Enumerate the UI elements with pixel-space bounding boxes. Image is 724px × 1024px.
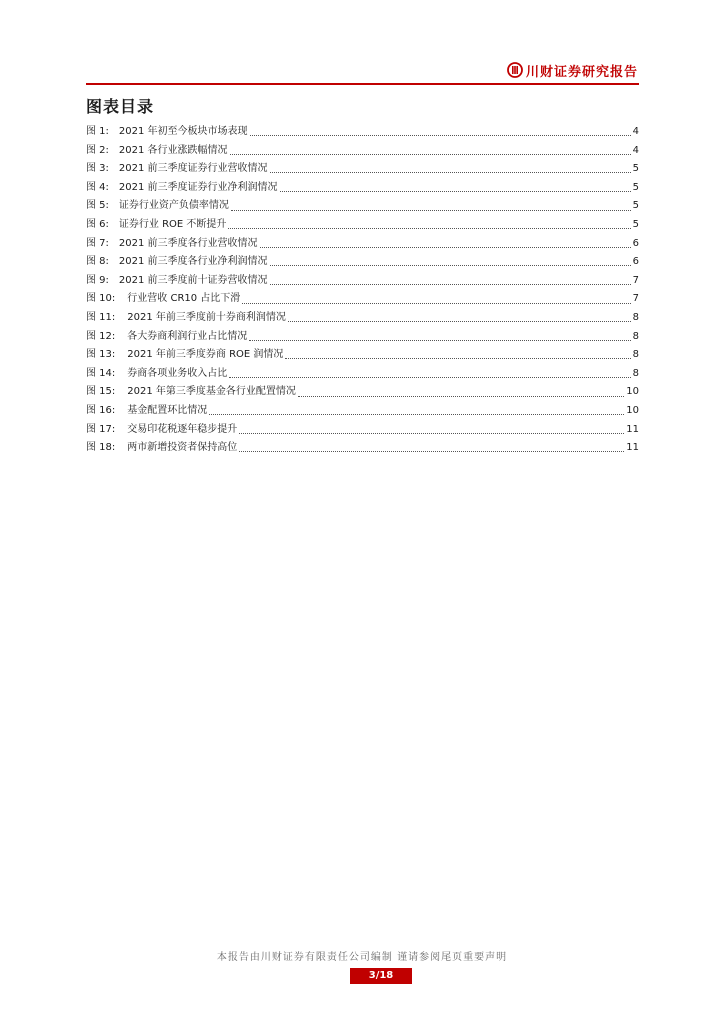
toc-dot-leader	[260, 246, 631, 248]
toc-dot-leader	[250, 134, 631, 136]
toc-entry-label: 图 3:	[86, 163, 109, 175]
toc-entry-page: 8	[632, 367, 639, 379]
toc-entry-label: 图 15:	[86, 386, 116, 398]
toc-entry-label: 图 2:	[86, 144, 109, 156]
toc-dot-leader	[270, 264, 631, 266]
toc-entry-page: 11	[626, 442, 639, 454]
toc-entry-title: 证券行业资产负债率情况	[118, 200, 229, 212]
toc-entry-label: 图 5:	[86, 200, 109, 212]
toc-entry-page: 6	[632, 237, 639, 249]
toc-dot-leader	[270, 171, 631, 173]
toc-entry[interactable]	[86, 421, 639, 440]
toc-entry-label: 图 1:	[86, 126, 109, 137]
toc-entry-title: 2021 各行业涨跌幅情况	[118, 144, 228, 156]
toc-entry-page: 8	[632, 330, 639, 342]
toc-entry-title: 2021 前三季度前十证券营收情况	[118, 274, 268, 286]
toc-entry-title: 各大券商利润行业占比情况	[127, 330, 248, 342]
toc-list	[86, 123, 639, 458]
toc-entry-page: 10	[626, 404, 639, 416]
toc-entry-title: 证券行业 ROE 不断提升	[118, 218, 227, 230]
toc-entry-title: 券商各项业务收入占比	[127, 367, 228, 379]
toc-entry-label: 图 8:	[86, 256, 109, 268]
toc-entry[interactable]	[86, 235, 639, 254]
toc-dot-leader	[230, 153, 631, 155]
toc-entry-title: 2021 前三季度各行业净利润情况	[118, 256, 268, 268]
toc-entry-title: 两市新增投资者保持高位	[127, 442, 238, 454]
toc-entry-label: 图 4:	[86, 181, 109, 193]
toc-dot-leader	[239, 432, 624, 434]
toc-entry-page: 11	[626, 423, 639, 435]
toc-entry[interactable]	[86, 383, 639, 402]
toc-entry-page: 5	[632, 181, 639, 193]
toc-entry-page: 5	[632, 163, 639, 175]
toc-entry-label: 图 16:	[86, 404, 116, 416]
toc-entry-title: 2021 年前三季度前十券商利润情况	[127, 311, 286, 323]
toc-entry[interactable]	[86, 402, 639, 421]
toc-entry-title: 2021 前三季度各行业营收情况	[118, 237, 258, 249]
toc-entry[interactable]	[86, 216, 639, 235]
toc-entry-label: 图 10:	[86, 293, 116, 305]
toc-entry[interactable]	[86, 160, 639, 179]
toc-dot-leader	[285, 357, 630, 359]
toc-dot-leader	[249, 339, 630, 341]
toc-entry[interactable]	[86, 197, 639, 216]
toc-entry-title: 交易印花税逐年稳步提升	[127, 423, 238, 435]
toc-entry-page: 8	[632, 311, 639, 323]
toc-entry[interactable]	[86, 365, 639, 384]
toc-entry[interactable]	[86, 346, 639, 365]
toc-entry[interactable]	[86, 142, 639, 161]
toc-entry[interactable]	[86, 123, 639, 142]
toc-entry-title: 2021 前三季度证券行业营收情况	[118, 163, 268, 175]
toc-entry-title: 2021 年第三季度基金各行业配置情况	[127, 386, 296, 398]
brand-logo-icon	[507, 62, 523, 78]
footer-notice: 本报告由川财证券有限责任公司编制 谨请参阅尾页重要声明	[216, 952, 508, 963]
toc-entry-page: 5	[632, 200, 639, 212]
toc-entry-page: 5	[632, 218, 639, 230]
toc-entry-page: 10	[626, 386, 639, 398]
header-divider	[86, 83, 639, 85]
toc-dot-leader	[231, 209, 631, 211]
toc-entry-title: 2021 年初至今板块市场表现	[118, 126, 248, 137]
toc-entry[interactable]	[86, 253, 639, 272]
toc-dot-leader	[239, 450, 624, 452]
brand-name: 川财证券研究报告	[525, 64, 638, 80]
toc-entry[interactable]	[86, 328, 639, 347]
toc-entry[interactable]	[86, 272, 639, 291]
toc-entry-title: 行业营收 CR10 占比下滑	[127, 293, 241, 305]
toc-dot-leader	[229, 376, 630, 378]
toc-entry[interactable]	[86, 179, 639, 198]
toc-entry-page: 4	[632, 144, 639, 156]
toc-entry-label: 图 6:	[86, 218, 109, 230]
toc-title: 图表目录	[86, 97, 155, 116]
toc-entry-page: 7	[632, 274, 639, 286]
toc-entry-label: 图 14:	[86, 367, 116, 379]
toc-entry-title: 2021 前三季度证券行业净利润情况	[118, 181, 278, 193]
toc-entry[interactable]	[86, 309, 639, 328]
toc-entry[interactable]	[86, 439, 639, 458]
header-brand	[507, 58, 638, 82]
toc-dot-leader	[288, 320, 631, 322]
toc-entry-page: 4	[632, 126, 639, 137]
toc-entry-title: 基金配置环比情况	[127, 404, 208, 416]
toc-dot-leader	[228, 227, 630, 229]
page-number-badge: 3/18	[350, 968, 412, 984]
toc-entry-label: 图 9:	[86, 274, 109, 286]
toc-entry-title: 2021 年前三季度券商 ROE 润情况	[127, 349, 284, 361]
toc-dot-leader	[242, 302, 630, 304]
toc-entry-label: 图 7:	[86, 237, 109, 249]
toc-entry-label: 图 17:	[86, 423, 116, 435]
toc-dot-leader	[280, 190, 631, 192]
toc-dot-leader	[209, 413, 624, 415]
toc-entry-page: 8	[632, 349, 639, 361]
toc-entry-label: 图 18:	[86, 442, 116, 454]
toc-dot-leader	[270, 283, 631, 285]
toc-entry-label: 图 13:	[86, 349, 116, 361]
toc-entry-label: 图 12:	[86, 330, 116, 342]
toc-entry-page: 6	[632, 256, 639, 268]
toc-entry[interactable]	[86, 290, 639, 309]
toc-dot-leader	[298, 395, 624, 397]
toc-entry-label: 图 11:	[86, 311, 116, 323]
toc-entry-page: 7	[632, 293, 639, 305]
